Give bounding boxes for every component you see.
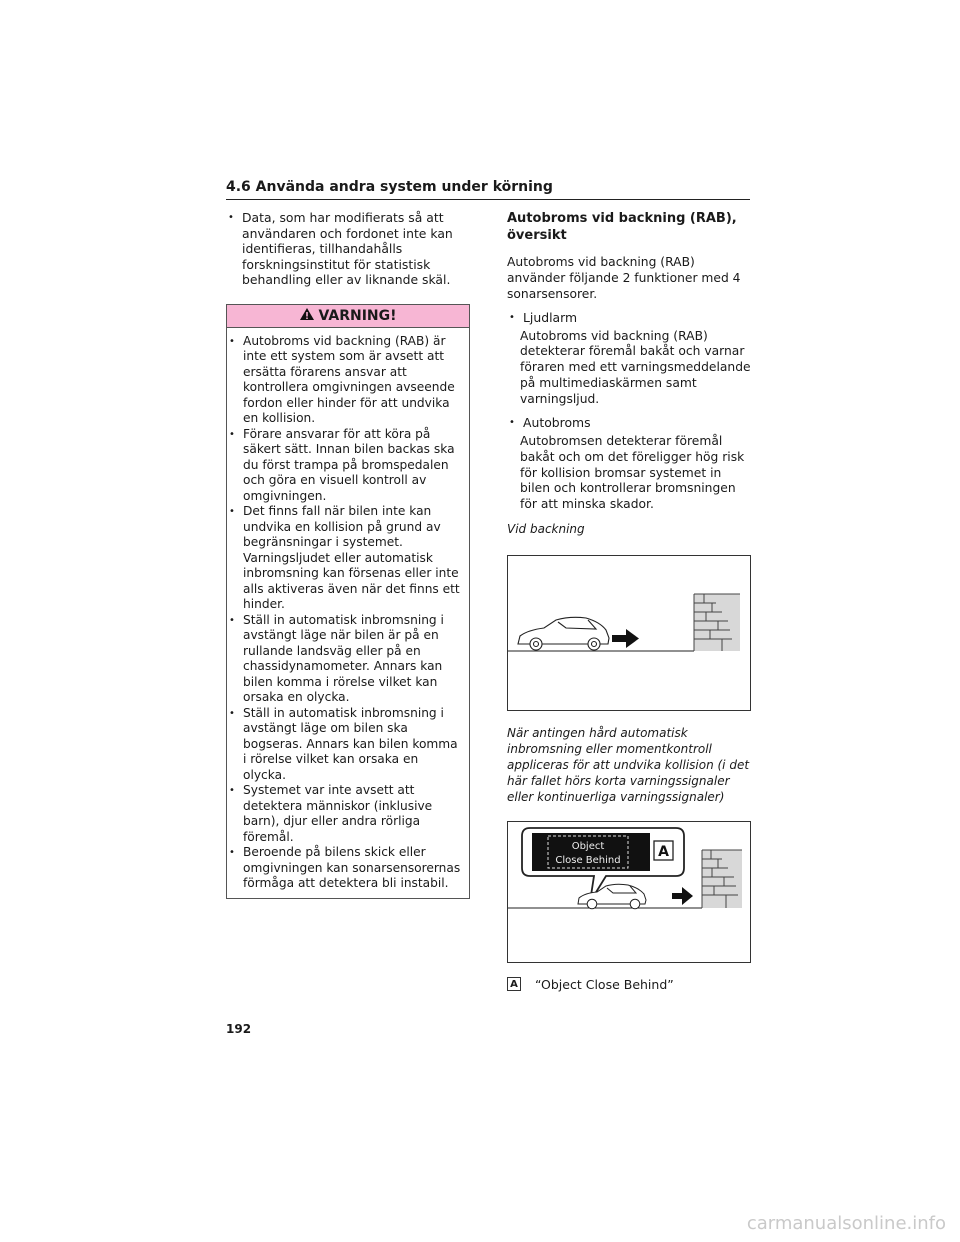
callout-label: A — [658, 843, 669, 860]
watermark: carmanualsonline.info — [746, 1213, 946, 1234]
legend-key: A — [507, 977, 521, 991]
figure-reversing — [507, 555, 751, 711]
warning-item: • Ställ in automatisk inbromsning i avstängt läge när bilen är på en rullande landsväg eller på en chassidynamometer. Annars kan bilen komma i rörelse vilket kan orsaka en olycka. — [227, 613, 463, 706]
brick-wall-icon — [702, 850, 742, 908]
warning-body — [227, 328, 469, 898]
warning-item: • Det finns fall när bilen inte kan undvika en kollision på grund av begränsningar i systemet. Varningsljudet eller automatisk inbromsning kan försenas eller inte alls aktiveras även när det finns ett hinder. — [227, 504, 463, 613]
warning-item: • Ställ in automatisk inbromsning i avstängt läge om bilen ska bogseras. Annars kan bilen komma i rörelse vilket kan orsaka en olycka. — [227, 706, 463, 784]
figure1-caption: Vid backning — [507, 521, 585, 536]
arrow-right-icon — [672, 887, 693, 905]
function-item — [507, 310, 751, 407]
alert-message-line2: Close Behind — [555, 854, 621, 866]
warning-item: • Autobroms vid backning (RAB) är inte ett system som är avsett att ersätta förarens ansvar att kontrollera omgivningen avseende fordon eller hinder för att undvika en kollision. — [227, 334, 463, 427]
warning-title: VARNING! — [318, 307, 397, 324]
intro-paragraph: Autobroms vid backning (RAB) använder följande 2 funktioner med 4 sonarsensorer. — [507, 255, 741, 301]
function-name: • Ljudlarm — [507, 310, 751, 326]
figure-legend — [507, 977, 751, 992]
right-column — [507, 210, 751, 992]
left-column — [226, 210, 470, 899]
car-icon — [518, 617, 609, 650]
page-number: 192 — [226, 1022, 252, 1036]
figure-object-close-behind — [507, 821, 751, 963]
warning-item: • Förare ansvarar för att köra på säkert sätt. Innan bilen backas ska du först trampa på bromspedalen och göra en visuell kontroll av omgivningen. — [227, 427, 463, 505]
function-desc: Autobromsen detekterar föremål bakåt och om det föreligger hög risk för kollision bromsar systemet in bilen och kontrollerar bromsningen för att minska skador. — [520, 433, 745, 512]
intro-bullet: • Data, som har modifierats så att användaren och fordonet inte kan identifieras, tillhandahålls forskningsinstitut för statistisk behandling eller av liknande skäl. — [226, 210, 470, 288]
car-icon — [578, 884, 646, 909]
function-desc: Autobroms vid backning (RAB) detekterar föremål bakåt och varnar föraren med ett varningsmeddelande på multimediaskärmen samt varningsljud. — [520, 328, 751, 406]
alert-message-line1: Object — [571, 840, 605, 852]
warning-item: • Beroende på bilens skick eller omgivningen kan sonarsensorernas förmåga att detektera bli instabil. — [227, 845, 463, 892]
warning-triangle-icon — [299, 307, 315, 325]
brick-wall-icon — [694, 594, 740, 651]
alert-illustration — [508, 822, 750, 962]
arrow-right-icon — [612, 629, 639, 648]
figure2-caption: När antingen hård automatisk inbromsning eller momentkontroll appliceras för att undvika kollision (i det här fallet hörs korta varningssignaler eller kontinuerliga varningssignaler) — [507, 725, 750, 804]
warning-header — [227, 305, 469, 328]
intro-list — [226, 210, 470, 288]
car-reversing-illustration — [508, 556, 750, 710]
warning-item: • Systemet var inte avsett att detektera människor (inklusive barn), djur eller andra rörliga föremål. — [227, 783, 463, 845]
warning-box — [226, 304, 470, 899]
function-name: • Autobroms — [507, 415, 751, 431]
section-header: 4.6 Använda andra system under körning — [226, 179, 750, 200]
legend-text: “Object Close Behind” — [535, 976, 674, 992]
function-item — [507, 415, 751, 512]
section-title: Autobroms vid backning (RAB), översikt — [507, 211, 737, 243]
